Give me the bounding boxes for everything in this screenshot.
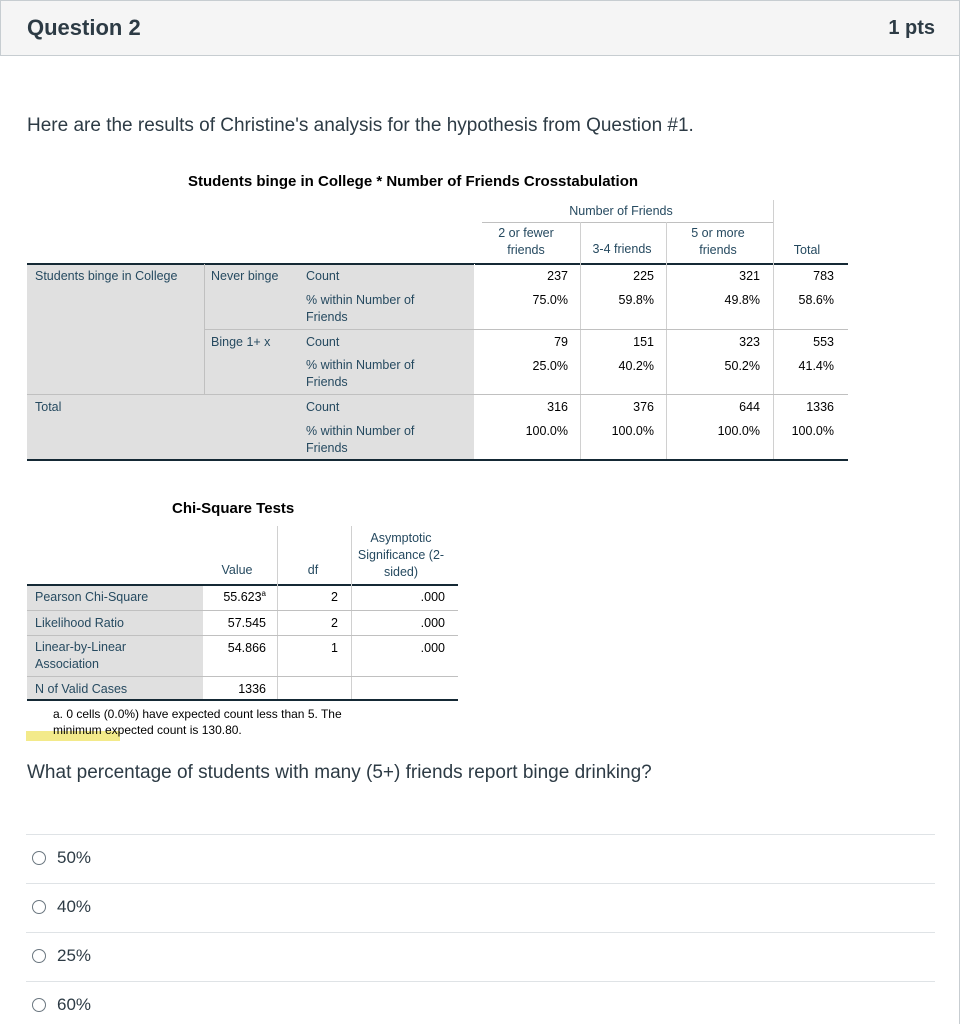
- cell: 783: [813, 269, 834, 283]
- answer-label[interactable]: 40%: [57, 897, 92, 916]
- col-header-2: 3-4 friends: [592, 242, 652, 256]
- col-header-4: Total: [793, 243, 821, 257]
- col-header-1: 2 or fewer friends: [498, 226, 554, 257]
- cell: 100.0%: [717, 424, 760, 438]
- chisq-value: 55.623$^a$: [223, 589, 266, 605]
- question-title: Question 2: [27, 15, 141, 40]
- chisq-df: 2: [331, 590, 338, 604]
- cell: 237: [547, 269, 568, 283]
- radio-button[interactable]: [32, 851, 46, 865]
- radio-button[interactable]: [32, 949, 46, 963]
- cell: 75.0%: [532, 293, 568, 307]
- crosstab-title: Students binge in College * Number of Friends Crosstabulation: [188, 173, 639, 190]
- chisq-row-label: Likelihood Ratio: [35, 616, 124, 630]
- cell: 100.0%: [791, 424, 834, 438]
- row-total: Total: [35, 400, 62, 414]
- cell: 644: [739, 400, 760, 414]
- chisq-value: 1336: [238, 682, 266, 696]
- cell: 25.0%: [532, 359, 568, 373]
- cell: 225: [633, 269, 654, 283]
- cell: 553: [813, 335, 834, 349]
- row-var-label: Students binge in College: [35, 269, 178, 283]
- answer-option[interactable]: [32, 995, 91, 1015]
- header-value: Value: [221, 563, 253, 577]
- chi-square-title: Chi-Square Tests: [172, 500, 295, 517]
- question-header: [0, 0, 960, 56]
- cell: 50.2%: [724, 359, 760, 373]
- header-df: df: [307, 563, 319, 577]
- cell: 151: [633, 335, 654, 349]
- question-prompt: What percentage of students with many (5+) friends report binge drinking?: [27, 762, 652, 783]
- stat-pct: % within Number of Friends: [306, 293, 415, 324]
- stat-count: Count: [306, 400, 340, 414]
- cell: 321: [739, 269, 760, 283]
- cell: 49.8%: [724, 293, 760, 307]
- cell: 316: [547, 400, 568, 414]
- chisq-footnote: a. 0 cells (0.0%) have expected count less than 5. The minimum expected count is 130.80.: [53, 707, 342, 737]
- question-points: 1 pts: [888, 17, 935, 39]
- chisq-row-label: N of Valid Cases: [35, 682, 128, 696]
- cell: 41.4%: [798, 359, 834, 373]
- header-sig: Asymptotic Significance (2-sided): [357, 531, 445, 579]
- cell: 79: [554, 335, 568, 349]
- stat-pct: % within Number of Friends: [306, 424, 415, 455]
- cell: 100.0%: [611, 424, 654, 438]
- chisq-sig: .000: [420, 641, 445, 655]
- chisq-df: 2: [331, 616, 338, 630]
- chisq-value: 57.545: [227, 616, 266, 630]
- radio-button[interactable]: [32, 900, 46, 914]
- intro-text: Here are the results of Christine's analysis for the hypothesis from Question #1.: [27, 115, 694, 136]
- cell: 100.0%: [525, 424, 568, 438]
- stat-count: Count: [306, 335, 340, 349]
- answer-label[interactable]: 25%: [57, 946, 92, 965]
- chisq-sig: .000: [420, 616, 445, 630]
- chisq-value: 54.866: [227, 641, 266, 655]
- cell: 59.8%: [618, 293, 654, 307]
- answer-label[interactable]: 50%: [57, 848, 92, 867]
- panel-border: [959, 56, 960, 1024]
- cell: 58.6%: [798, 293, 834, 307]
- stat-pct: % within Number of Friends: [306, 358, 415, 389]
- chisq-row-label: Pearson Chi-Square: [35, 590, 149, 604]
- cell: 376: [633, 400, 654, 414]
- radio-button[interactable]: [32, 998, 46, 1012]
- row-never-binge: Never binge: [211, 269, 279, 283]
- cell: 40.2%: [618, 359, 654, 373]
- col-header-3: 5 or more friends: [691, 226, 745, 257]
- row-binge: Binge 1+ x: [211, 335, 271, 349]
- answer-option[interactable]: [32, 848, 91, 868]
- stat-count: Count: [306, 269, 340, 283]
- header-group: Number of Friends: [569, 204, 673, 218]
- cell: 1336: [806, 400, 834, 414]
- answer-option[interactable]: [32, 897, 91, 917]
- answer-option[interactable]: [32, 946, 91, 966]
- chisq-sig: .000: [420, 590, 445, 604]
- chisq-df: 1: [331, 641, 338, 655]
- answer-label[interactable]: 60%: [57, 995, 92, 1014]
- cell: 323: [739, 335, 760, 349]
- chisq-row-label: Linear-by-Linear Association: [35, 640, 127, 671]
